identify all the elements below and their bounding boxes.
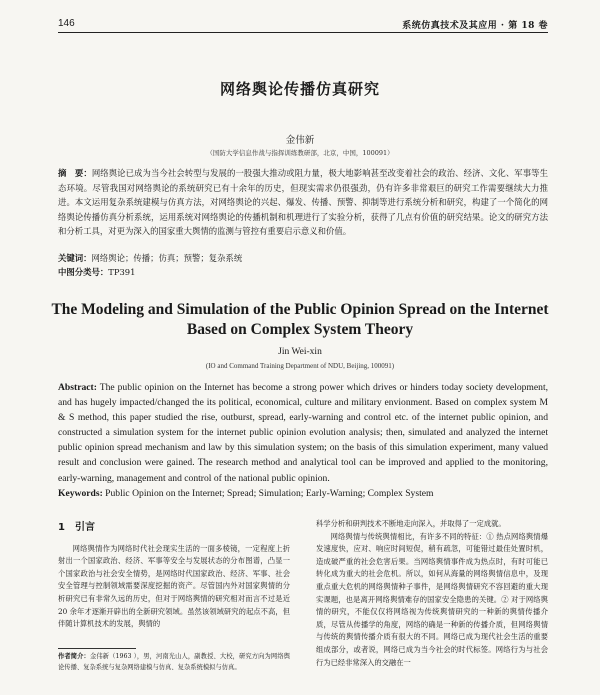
clc-text: TP391: [108, 267, 136, 277]
chinese-affiliation: （国防大学信息作战与指挥训练教研部，北京，中国，100091）: [206, 149, 394, 157]
features-paragraph: 网络舆情与传统舆情相比，有许多不同的特征：① 热点网络舆情爆发速度快，应对、响应时间短促，稍有疏忽，可能错过最佳处置时机，造成破严重的社会危害后果。当网络舆情事件成为热点时，有时可能已转化成为重大的社会危机。所以，如何从海量的网络舆情信息中，及现重点重大危机的网络舆情种子事件，是网络舆情研究不容回避的重大现实课题，也是离开网络舆情难存的国家安全隐患的关键。② 对于网络舆情的研究，不能仅仅将网络视为传统舆情研究的一种新的舆情传播介质，尽管从传播学的角度，网络的确是一种新的传播介质，但网络舆情与传统的舆情传播介质有很大的不同。网络已成为现代社会生活的重要组成部分，或者说，网络已成为当今社会的时代标签。网络行为与社会行为已经非常深入的交融在一: [316, 531, 548, 667]
section-heading: [58, 522, 290, 535]
clc-number: [58, 266, 548, 278]
chinese-keywords-label: 关键词：: [58, 253, 92, 263]
footnote-label: 作者简介：: [58, 653, 90, 660]
english-keywords-text: Public Opinion on the Internet; Spread; Simulation; Early-Warning; Complex System: [105, 488, 434, 499]
author-footnote: [58, 652, 290, 673]
english-abstract-text: The public opinion on the Internet has become a strong power which drives or hinders today society development, and has hugely impacted/changed the its political, economical, culture and military envionment. Based on complex system M & S method, this paper studied the rise, outburst, spread, early-warning and control etc. of the internet public opinion, and constructed a simulation system for the internet public opinion evolution analysis; then, simulated and analyzed the internet public opinion spread mechanism and law by this simulation system; on the basis of this simulation experiment, many valued result and conclusion were gained. The research method and analytical tool can be improved and applied to the monitoring, early-warning, management and control of the national public opinion.: [58, 382, 549, 484]
english-title: The Modeling and Simulation of the Public Opinion Spread on the Internet Based on Complex System Theory: [51, 301, 549, 338]
english-keywords-label: Keywords:: [58, 488, 103, 499]
chinese-abstract-text: 网络舆论已成为当今社会转型与发展的一股强大推动或阻力量，极大地影响甚至改变着社会的政治、经济、文化、军事等生态环境。尽管我国对网络舆论的系统研究已有十余年的历史，但现实需求仍很强劲，仍有许多非常艰巨的研究工作需要继续大力推进。本文运用复杂系统建模与仿真方法，对网络舆论的兴起、爆发、传播、预警、抑制等进行系统分析和研究，构建了一个简化的网络舆论传播仿真分析系统，运用系统对网络舆论的传播机制和机理进行了实验分析，获得了几点有价值的研究结果。论文的研究方法和分析工具，对更为深入的国家重大舆情的监测与管控有重要启示意义和价值。: [58, 168, 549, 237]
chinese-abstract-label: 摘 要：: [58, 168, 92, 178]
intro-paragraph: 网络舆情作为网络时代社会现实生活的一面多棱镜，一定程度上折射出一个国家政治、经济、军事等安全与发展状态的分布图谱，凸显一个国家政治与社会安全情势，是网络时代国家政治、经济、军事、社会安全管理与控制领域需要深度挖掘的资产。尽管国内外对国家舆情的分析研究已有非常久远的历史，但对于网络舆情的研究相对而言不过是近 20 余年才逐渐开辟出的全新研究领域。虽然该领域研究的起点不高，但伴随计算机技术的发展，舆情的: [58, 543, 290, 629]
english-affiliation: (IO and Command Training Department of NDU, Beijing, 100091): [205, 362, 395, 370]
english-keywords: [58, 488, 548, 499]
chinese-title: 网络舆论传播仿真研究: [219, 80, 380, 98]
body-column-left: [58, 518, 290, 631]
english-abstract: [58, 380, 548, 486]
running-header: [58, 14, 548, 32]
chinese-abstract: [58, 166, 548, 239]
continued-paragraph: 科学分析和研判技术不断地走向深入，并取得了一定成就。: [316, 519, 506, 528]
footnote-rule: [58, 648, 136, 649]
section-title: 引言: [74, 522, 95, 533]
clc-label: 中图分类号：: [58, 267, 109, 277]
header-rule: [58, 32, 548, 33]
chinese-keywords-text: 网络舆论；传播；仿真；预警；复杂系统: [91, 253, 243, 263]
english-author: Jin Wei-xin: [278, 347, 322, 357]
chinese-author: 金伟新: [285, 135, 315, 146]
section-number: 1: [58, 522, 65, 533]
body-column-right: [316, 518, 548, 669]
english-abstract-label: Abstract:: [58, 382, 97, 393]
footnote-text: 金伟新（1963 ），男，河南光山人，副教授、大校，研究方向为网络舆论传播、复杂系统与复杂网络建模与仿真、复杂系统模拟与仿真。: [58, 653, 290, 671]
journal-name: 系统仿真技术及其应用 · 第 18 卷: [402, 21, 548, 31]
page-number: 146: [58, 18, 75, 29]
chinese-keywords: [58, 252, 548, 264]
